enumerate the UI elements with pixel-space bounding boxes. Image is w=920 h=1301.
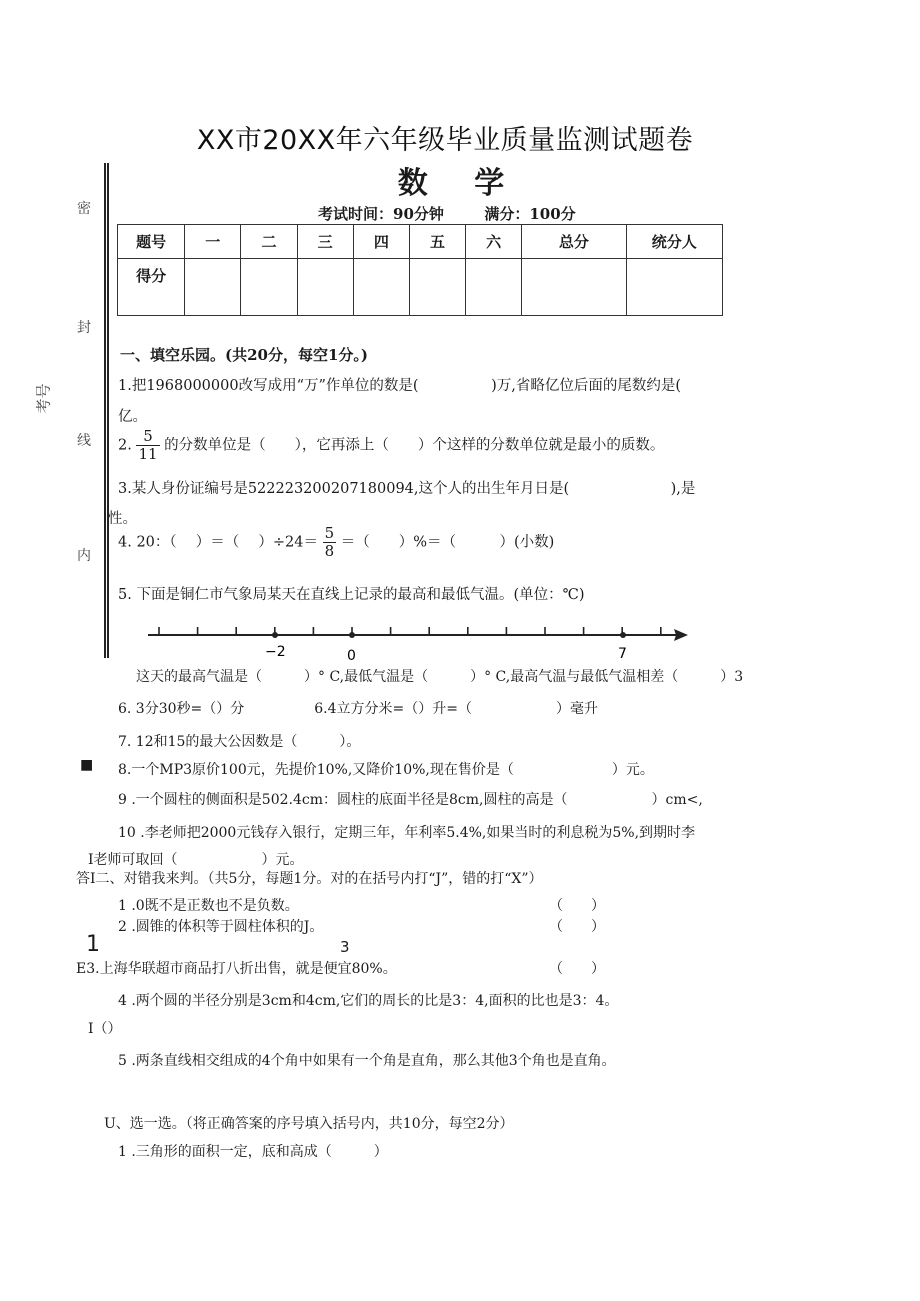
judge-question-3: E3.上海华联超市商品打八折出售，就是便宜80%。: [76, 961, 397, 977]
exam-title: XX市20XX年六年级毕业质量监测试题卷: [196, 125, 694, 156]
question-10b: I老师可取回（ ）元。: [88, 852, 304, 868]
side-label: 考号: [34, 383, 53, 414]
seal-line-outer: [104, 163, 106, 658]
stray-digit-1: 1: [86, 932, 100, 957]
question-2-prefix: 2.: [118, 437, 132, 454]
full-score: 满分：100分: [484, 205, 576, 223]
question-4-right: ＝（ ）%＝（ ）(小数): [340, 534, 555, 551]
question-2-text: 的分数单位是（ ），它再添上（ ）个这样的分数单位就是最小的质数。: [164, 437, 665, 454]
fraction-5-11: [136, 428, 159, 463]
fraction-denominator: 11: [138, 445, 158, 463]
question-7: 7. 12和15的最大公因数是（ ）。: [118, 734, 361, 750]
score-input-cell[interactable]: [353, 259, 409, 316]
question-10a: 10 .李老师把2000元钱存入银行，定期三年，年利率5.4%,如果当时的利息税为5%,到期时李: [118, 825, 696, 841]
number-line-label: 7: [618, 646, 627, 662]
score-header-cell: 二: [241, 225, 297, 259]
question-4: [118, 525, 554, 560]
judge-answer-bracket[interactable]: （ ）: [549, 919, 605, 935]
exam-time: 考试时间：90分钟: [318, 205, 444, 223]
question-2: [118, 428, 664, 463]
score-header-cell: 六: [466, 225, 522, 259]
score-header-cell: 三: [297, 225, 353, 259]
fraction-denominator: 8: [324, 542, 335, 560]
score-header-cell: 统分人: [626, 225, 722, 259]
judge-question-2: 2 .圆锥的体积等于圆柱体积的J。: [118, 919, 324, 935]
score-input-cell[interactable]: [626, 259, 722, 316]
question-3a: 3.某人身份证编号是522223200207180094,这个人的出生年月日是( ),是: [118, 481, 696, 497]
section2-heading: 答I二、对错我来判。（共5分，每题1分。对的在括号内打“J”，错的打“X”）: [76, 871, 543, 887]
fraction-numerator: 5: [136, 428, 159, 446]
stray-digit-3: 3: [340, 938, 350, 956]
question-9: 9 .一个圆柱的侧面积是502.4cm：圆柱的底面半径是8cm,圆柱的高是（ ）cm<,: [118, 792, 703, 808]
question-5: 5. 下面是铜仁市气象局某天在直线上记录的最高和最低气温。(单位：℃): [118, 587, 585, 603]
seal-char-1: 密: [77, 201, 91, 217]
section3-heading: U、选一选。（将正确答案的序号填入括号内，共10分，每空2分）: [104, 1116, 514, 1132]
score-input-cell[interactable]: [297, 259, 353, 316]
exam-time-info: [318, 203, 576, 224]
score-input-cell[interactable]: [466, 259, 522, 316]
question-6: 6. 3分30秒=（）分 6.4立方分米=（）升=（ ）毫升: [118, 701, 598, 717]
judge-answer-bracket[interactable]: （ ）: [549, 961, 605, 977]
temperature-number-line: [140, 618, 700, 663]
score-row-label: 得分: [118, 259, 185, 316]
judge-question-1: 1 .0既不是正数也不是负数。: [118, 898, 299, 914]
judge-answer-bracket[interactable]: （ ）: [549, 898, 605, 914]
number-line-label: 0: [347, 648, 356, 663]
score-header-cell: 总分: [522, 225, 626, 259]
margin-mark: ■: [80, 757, 94, 773]
judge-question-4b[interactable]: I（）: [88, 1021, 122, 1037]
point-seven: [620, 632, 626, 638]
score-input-cell[interactable]: [241, 259, 297, 316]
number-line-label: −2: [265, 644, 286, 660]
seal-char-2: 封: [77, 320, 91, 336]
score-header-cell: 一: [185, 225, 241, 259]
score-input-cell[interactable]: [185, 259, 241, 316]
judge-question-5: 5 .两条直线相交组成的4个角中如果有一个角是直角，那么其他3个角也是直角。: [118, 1053, 616, 1069]
choice-question-1: 1 .三角形的面积一定，底和高成（ ）: [118, 1144, 388, 1160]
seal-char-3: 线: [77, 433, 91, 449]
seal-line-inner: [107, 163, 109, 658]
score-header-cell: 五: [409, 225, 465, 259]
fraction-numerator: 5: [324, 524, 335, 542]
score-header-cell: 题号: [118, 225, 185, 259]
question-8: 8.一个MP3原价100元，先提价10%,又降价10%,现在售价是（ ）元。: [118, 762, 654, 778]
subject-title: 数 学: [397, 166, 523, 201]
question-4-left: 4. 20：（ ）＝（ ）÷24＝: [118, 534, 318, 551]
score-table: [117, 224, 723, 316]
section1-heading: 一、填空乐园。(共20分，每空1分。): [120, 346, 369, 364]
fraction-5-8: [323, 525, 337, 560]
score-input-cell[interactable]: [409, 259, 465, 316]
question-1b: 亿。: [118, 409, 147, 425]
question-5b: 这天的最高气温是（ ）° C,最低气温是（ ）° C,最高气温与最低气温相差（ ）3: [136, 669, 744, 685]
score-input-cell[interactable]: [522, 259, 626, 316]
question-1a: 1.把1968000000改写成用“万”作单位的数是( )万,省略亿位后面的尾数约是(: [118, 378, 681, 394]
question-3b: 性。: [108, 511, 137, 527]
judge-question-4: 4 .两个圆的半径分别是3cm和4cm,它们的周长的比是3：4,面积的比也是3：4。: [118, 993, 619, 1009]
point-zero: [349, 632, 355, 638]
point-minus-2: [272, 632, 278, 638]
score-header-cell: 四: [353, 225, 409, 259]
seal-char-4: 内: [77, 548, 91, 564]
